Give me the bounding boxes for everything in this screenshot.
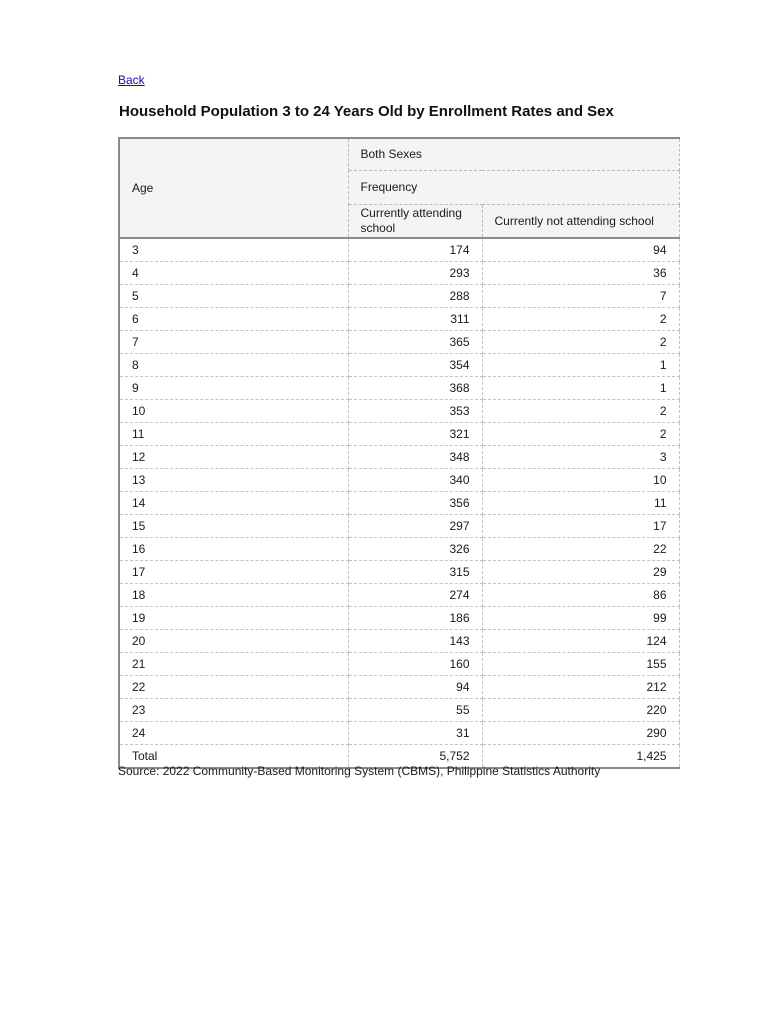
cell-currently-not-attending: 10 (482, 469, 679, 492)
cell-age: 23 (119, 699, 348, 722)
cell-age: 6 (119, 308, 348, 331)
cell-age: 17 (119, 561, 348, 584)
cell-age: 3 (119, 238, 348, 262)
cell-currently-attending: 94 (348, 676, 482, 699)
table-row (119, 400, 679, 423)
cell-currently-not-attending: 22 (482, 538, 679, 561)
table-row (119, 653, 679, 676)
cell-currently-not-attending: 2 (482, 423, 679, 446)
cell-currently-attending: 368 (348, 377, 482, 400)
cell-currently-attending: 326 (348, 538, 482, 561)
header-currently-not-attending: Currently not attending school (482, 205, 679, 239)
cell-age: 7 (119, 331, 348, 354)
table-row (119, 423, 679, 446)
cell-age: 16 (119, 538, 348, 561)
cell-currently-attending: 356 (348, 492, 482, 515)
cell-age: 19 (119, 607, 348, 630)
table-row (119, 699, 679, 722)
cell-currently-attending: 311 (348, 308, 482, 331)
cell-age: Total (119, 745, 348, 769)
cell-currently-not-attending: 94 (482, 238, 679, 262)
cell-age: 10 (119, 400, 348, 423)
cell-currently-not-attending: 7 (482, 285, 679, 308)
cell-currently-not-attending: 1 (482, 377, 679, 400)
cell-currently-attending: 55 (348, 699, 482, 722)
cell-currently-not-attending: 86 (482, 584, 679, 607)
cell-age: 11 (119, 423, 348, 446)
source-note: Source: 2022 Community-Based Monitoring System (CBMS), Philippine Statistics Authority (118, 764, 601, 778)
table-row (119, 722, 679, 745)
cell-currently-not-attending: 220 (482, 699, 679, 722)
page-title: Household Population 3 to 24 Years Old by Enrollment Rates and Sex (119, 103, 614, 120)
cell-currently-not-attending: 1,425 (482, 745, 679, 769)
enrollment-table (118, 137, 680, 769)
cell-currently-not-attending: 36 (482, 262, 679, 285)
cell-age: 21 (119, 653, 348, 676)
cell-currently-attending: 297 (348, 515, 482, 538)
cell-age: 14 (119, 492, 348, 515)
table-row (119, 446, 679, 469)
cell-age: 8 (119, 354, 348, 377)
table-row (119, 377, 679, 400)
cell-currently-attending: 321 (348, 423, 482, 446)
cell-currently-not-attending: 212 (482, 676, 679, 699)
cell-currently-attending: 143 (348, 630, 482, 653)
cell-currently-attending: 174 (348, 238, 482, 262)
table-row (119, 262, 679, 285)
cell-currently-attending: 315 (348, 561, 482, 584)
cell-currently-not-attending: 2 (482, 308, 679, 331)
table-row (119, 584, 679, 607)
cell-currently-attending: 274 (348, 584, 482, 607)
cell-currently-attending: 354 (348, 354, 482, 377)
cell-currently-attending: 365 (348, 331, 482, 354)
cell-currently-attending: 348 (348, 446, 482, 469)
table-row (119, 285, 679, 308)
cell-age: 4 (119, 262, 348, 285)
header-age: Age (119, 138, 348, 238)
cell-currently-not-attending: 29 (482, 561, 679, 584)
cell-currently-not-attending: 124 (482, 630, 679, 653)
cell-currently-not-attending: 155 (482, 653, 679, 676)
table-row (119, 515, 679, 538)
table-row (119, 561, 679, 584)
table-row (119, 607, 679, 630)
table-row (119, 469, 679, 492)
cell-age: 13 (119, 469, 348, 492)
table-row (119, 538, 679, 561)
header-both-sexes: Both Sexes (348, 138, 679, 171)
cell-age: 15 (119, 515, 348, 538)
table-row (119, 630, 679, 653)
cell-age: 18 (119, 584, 348, 607)
cell-currently-not-attending: 2 (482, 331, 679, 354)
content-viewport (118, 70, 667, 790)
cell-currently-not-attending: 290 (482, 722, 679, 745)
back-link[interactable]: Back (118, 73, 145, 87)
cell-age: 22 (119, 676, 348, 699)
cell-currently-not-attending: 2 (482, 400, 679, 423)
cell-age: 20 (119, 630, 348, 653)
cell-age: 9 (119, 377, 348, 400)
table-row (119, 331, 679, 354)
cell-currently-not-attending: 1 (482, 354, 679, 377)
table-row (119, 308, 679, 331)
cell-currently-attending: 288 (348, 285, 482, 308)
cell-currently-attending: 353 (348, 400, 482, 423)
table-row (119, 492, 679, 515)
cell-age: 5 (119, 285, 348, 308)
header-frequency: Frequency (348, 171, 679, 205)
cell-currently-not-attending: 17 (482, 515, 679, 538)
cell-currently-attending: 293 (348, 262, 482, 285)
cell-age: 12 (119, 446, 348, 469)
cell-currently-not-attending: 3 (482, 446, 679, 469)
cell-currently-attending: 5,752 (348, 745, 482, 769)
header-currently-attending: Currently attending school (348, 205, 482, 239)
cell-currently-attending: 160 (348, 653, 482, 676)
table-body (119, 238, 679, 768)
table-row (119, 676, 679, 699)
table-header (119, 138, 679, 238)
table-row (119, 354, 679, 377)
cell-age: 24 (119, 722, 348, 745)
cell-currently-not-attending: 11 (482, 492, 679, 515)
cell-currently-not-attending: 99 (482, 607, 679, 630)
header-row-group (119, 138, 679, 171)
cell-currently-attending: 31 (348, 722, 482, 745)
enrollment-table-container (118, 137, 678, 769)
table-row (119, 238, 679, 262)
cell-currently-attending: 340 (348, 469, 482, 492)
cell-currently-attending: 186 (348, 607, 482, 630)
